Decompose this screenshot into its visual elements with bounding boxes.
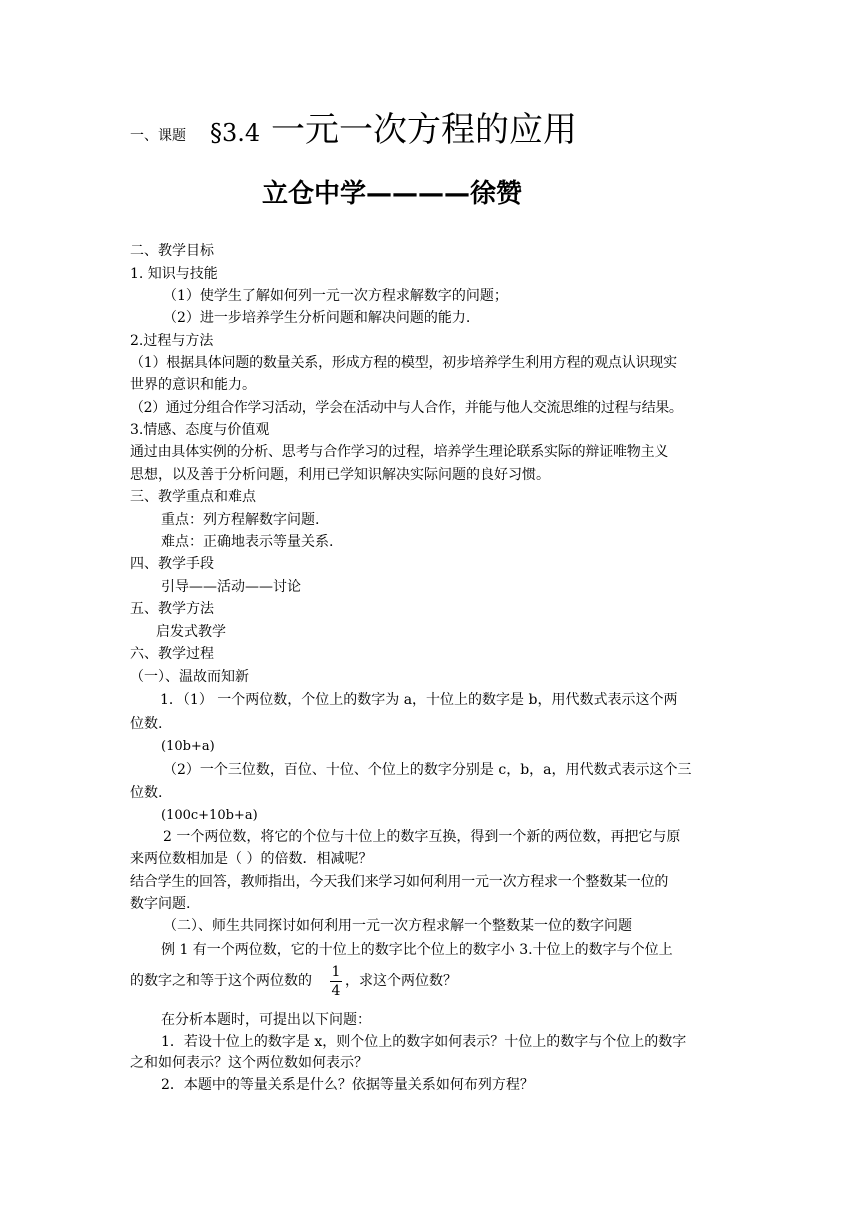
text-line: ，求这个两位数？	[345, 973, 457, 989]
text-line: 启发式教学	[156, 624, 226, 640]
text-line: 引导——活动——讨论	[161, 579, 301, 595]
text-line: 来两位数相加是（ ）的倍数．相减呢？	[130, 851, 373, 867]
text-line: （2）一个三位数，百位、十位、个位上的数字分别是 c，b，a，用代数式表示这个三	[163, 762, 692, 778]
text-line: 2.过程与方法	[130, 333, 214, 349]
text-line: 在分析本题时，可提出以下问题：	[161, 1012, 371, 1028]
text-line: 世界的意识和能力。	[130, 377, 256, 393]
text-line: 1. 知识与技能	[130, 266, 218, 282]
text-line: (100c+10b+a)	[161, 808, 258, 823]
text-line: 2 一个两位数，将它的个位与十位上的数字互换，得到一个新的两位数，再把它与原	[163, 829, 681, 845]
text-line: 位数.	[130, 716, 163, 732]
text-line: 位数.	[130, 785, 163, 801]
text-line: 2．本题中的等量关系是什么？依据等量关系如何布列方程？	[161, 1077, 534, 1093]
text-line: （2）进一步培养学生分析问题和解决问题的能力.	[163, 310, 471, 326]
fraction-bar	[330, 981, 342, 982]
text-line: 3.情感、态度与价值观	[130, 422, 270, 438]
author-line: 立仓中学————徐赞	[262, 179, 523, 209]
text-line: 三、教学重点和难点	[130, 489, 256, 505]
text-line: 例 1 有一个两位数，它的十位上的数字比个位上的数字小 3.十位上的数字与个位上	[161, 942, 673, 958]
text-line: 数字问题.	[130, 896, 191, 912]
text-line: 难点：正确地表示等量关系.	[161, 534, 334, 550]
text-line: 思想，以及善于分析问题，利用已学知识解决实际问题的良好习惯。	[130, 467, 550, 483]
text-line: 六、教学过程	[130, 646, 214, 662]
text-line: 1．（1） 一个两位数，个位上的数字为 a，十位上的数字是 b，用代数式表示这个两	[160, 692, 678, 708]
topic-number: §3.4	[210, 119, 261, 147]
text-line: 重点：列方程解数字问题.	[161, 512, 320, 528]
text-line: 二、教学目标	[130, 243, 214, 259]
text-line: 1．若设十位上的数字是 x，则个位上的数字如何表示？十位上的数字与个位上的数字	[161, 1034, 687, 1050]
fraction-denominator: 4	[331, 983, 341, 999]
fraction-numerator: 1	[331, 964, 341, 980]
text-line: 四、教学手段	[130, 556, 214, 572]
text-line: 的数字之和等于这个两位数的	[130, 973, 312, 989]
text-line: 结合学生的回答，教师指出，今天我们来学习如何利用一元一次方程求一个整数某一位的	[130, 874, 669, 890]
text-line: 五、教学方法	[130, 601, 214, 617]
text-line: (10b+a)	[161, 739, 215, 754]
text-line: （一）、温故而知新	[130, 669, 249, 685]
page-title	[210, 110, 577, 153]
text-line: 之和如何表示？这个两位数如何表示？	[130, 1055, 368, 1071]
text-line: （1）使学生了解如何列一元一次方程求解数字的问题；	[163, 288, 508, 304]
fraction-one-fourth	[328, 963, 344, 1000]
text-line: （2）通过分组合作学习活动，学会在活动中与人合作，并能与他人交流思维的过程与结果。	[130, 400, 683, 416]
topic-title: 一元一次方程的应用	[270, 110, 577, 150]
text-line: （二）、师生共同探讨如何利用一元一次方程求解一个整数某一位的数字问题	[163, 918, 632, 934]
text-line: 通过由具体实例的分析、思考与合作学习的过程，培养学生理论联系实际的辩证唯物主义	[130, 444, 669, 460]
section-label: 一、课题	[130, 128, 186, 144]
text-line: （1）根据具体问题的数量关系，形成方程的模型，初步培养学生利用方程的观点认识现实	[130, 355, 677, 371]
